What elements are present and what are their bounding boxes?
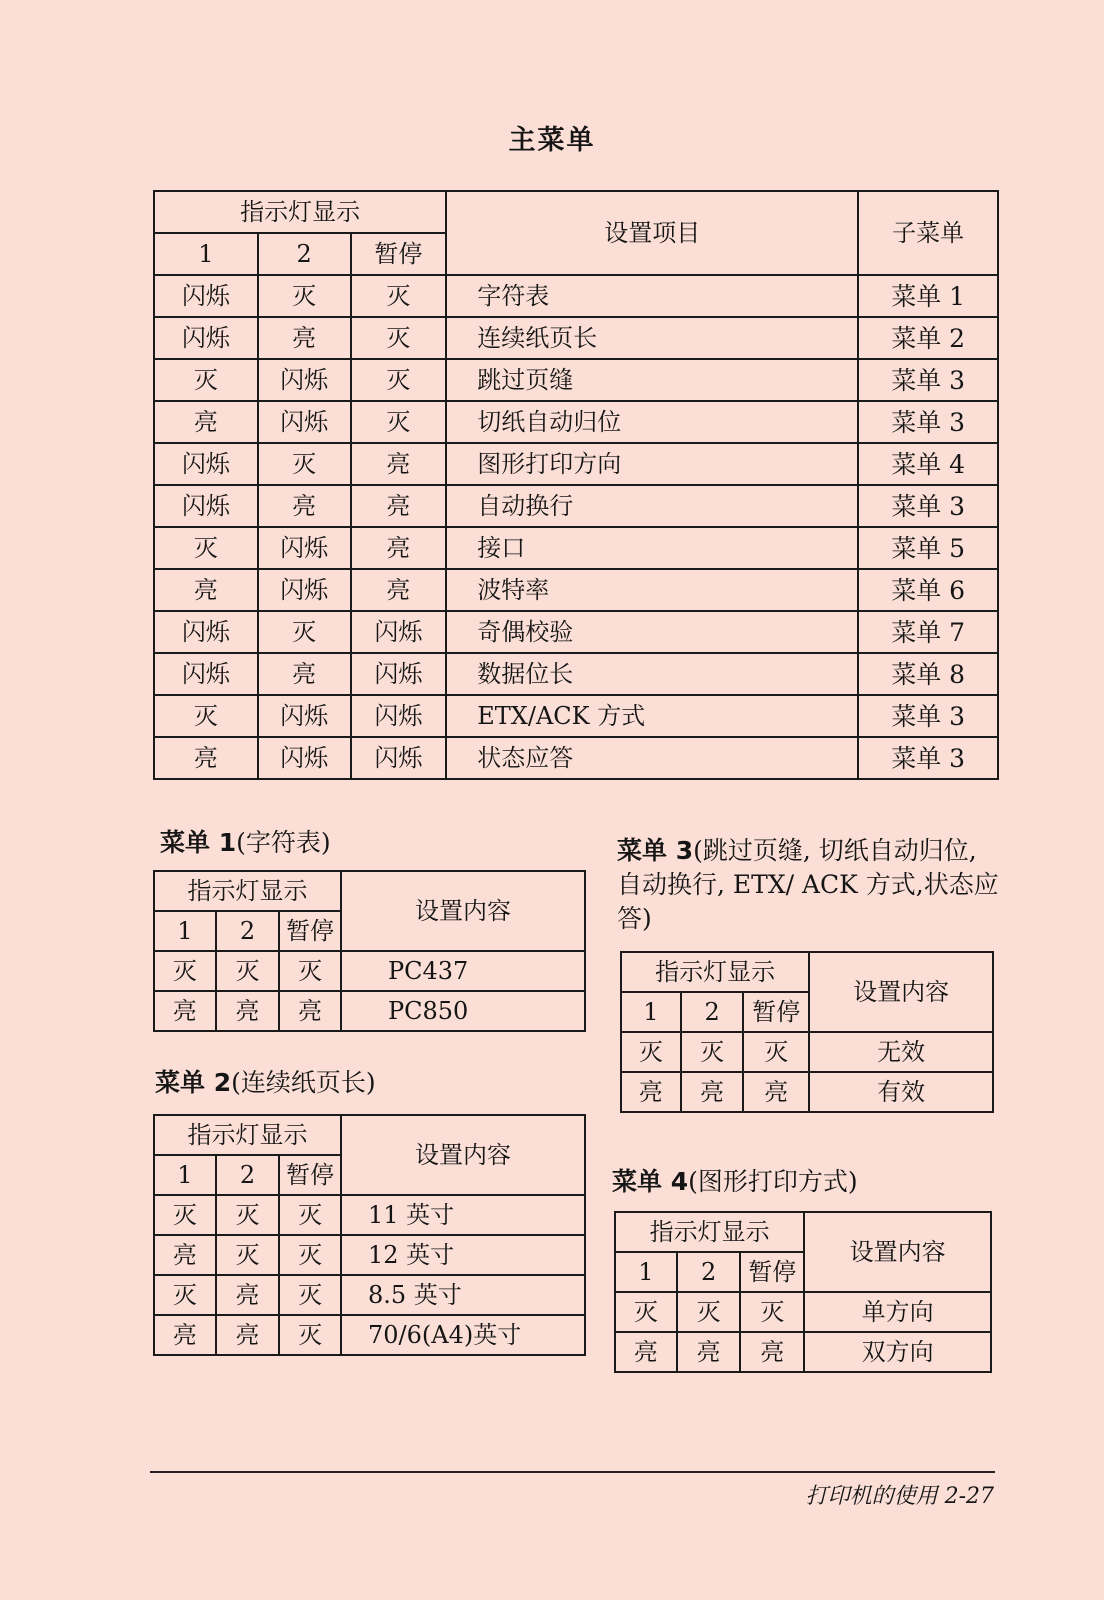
header-pause: 暂停 — [279, 911, 341, 951]
submenu-cell: 菜单 1 — [858, 275, 998, 317]
header-light-2: 2 — [681, 992, 744, 1032]
setting-item-cell: 状态应答 — [446, 737, 858, 779]
submenu-cell: 菜单 4 — [858, 443, 998, 485]
footer-divider — [150, 1471, 995, 1473]
menu1-label: 菜单 1 — [160, 828, 237, 857]
table-row — [154, 737, 998, 779]
pause-cell: 闪烁 — [351, 653, 447, 695]
light-2-cell: 亮 — [681, 1072, 744, 1112]
light-1-cell: 亮 — [154, 1315, 216, 1355]
pause-cell: 灭 — [351, 317, 447, 359]
light-1-cell: 亮 — [154, 1235, 216, 1275]
submenu-cell: 菜单 3 — [858, 401, 998, 443]
light-1-cell: 灭 — [154, 951, 216, 991]
setting-item-cell: ETX/ACK 方式 — [446, 695, 858, 737]
menu2-caption — [155, 1066, 376, 1100]
header-submenu: 子菜单 — [858, 191, 998, 275]
setting-item-cell: 接口 — [446, 527, 858, 569]
light-2-cell: 灭 — [216, 951, 280, 991]
pause-cell: 灭 — [743, 1032, 809, 1072]
light-2-cell: 闪烁 — [258, 527, 351, 569]
header-pause: 暂停 — [743, 992, 809, 1032]
value-cell: 12 英寸 — [341, 1235, 585, 1275]
light-2-cell: 亮 — [258, 653, 351, 695]
header-content: 设置内容 — [804, 1212, 991, 1292]
light-2-cell: 闪烁 — [258, 695, 351, 737]
pause-cell: 灭 — [279, 1275, 341, 1315]
light-1-cell: 闪烁 — [154, 485, 258, 527]
setting-item-cell: 切纸自动归位 — [446, 401, 858, 443]
pause-cell: 灭 — [279, 1195, 341, 1235]
header-light-2: 2 — [258, 233, 351, 275]
menu1-caption — [160, 826, 331, 860]
light-2-cell: 亮 — [677, 1332, 741, 1372]
light-2-cell: 闪烁 — [258, 359, 351, 401]
light-1-cell: 亮 — [154, 569, 258, 611]
menu1-table — [153, 870, 586, 1032]
light-2-cell: 闪烁 — [258, 569, 351, 611]
table-row — [154, 1235, 585, 1275]
light-1-cell: 亮 — [621, 1072, 681, 1112]
light-2-cell: 灭 — [258, 443, 351, 485]
pause-cell: 灭 — [279, 951, 341, 991]
menu3-table — [620, 951, 994, 1113]
light-1-cell: 灭 — [154, 1275, 216, 1315]
pause-cell: 闪烁 — [351, 611, 447, 653]
header-indicator: 指示灯显示 — [154, 1115, 341, 1155]
submenu-cell: 菜单 2 — [858, 317, 998, 359]
value-cell: 8.5 英寸 — [341, 1275, 585, 1315]
table-row — [615, 1292, 991, 1332]
light-2-cell: 灭 — [681, 1032, 744, 1072]
submenu-cell: 菜单 6 — [858, 569, 998, 611]
header-light-1: 1 — [154, 233, 258, 275]
setting-item-cell: 波特率 — [446, 569, 858, 611]
light-2-cell: 灭 — [216, 1235, 280, 1275]
submenu-cell: 菜单 3 — [858, 359, 998, 401]
light-1-cell: 闪烁 — [154, 443, 258, 485]
pause-cell: 亮 — [743, 1072, 809, 1112]
light-2-cell: 亮 — [216, 1275, 280, 1315]
light-1-cell: 闪烁 — [154, 611, 258, 653]
light-2-cell: 亮 — [258, 317, 351, 359]
menu3-desc: (跳过页缝, 切纸自动归位, 自动换行, ETX/ ACK 方式,状态应答) — [617, 836, 999, 933]
header-indicator: 指示灯显示 — [621, 952, 809, 992]
pause-cell: 闪烁 — [351, 695, 447, 737]
light-2-cell: 亮 — [258, 485, 351, 527]
pause-cell: 亮 — [351, 443, 447, 485]
value-cell: 单方向 — [804, 1292, 991, 1332]
submenu-cell: 菜单 3 — [858, 485, 998, 527]
submenu-cell: 菜单 7 — [858, 611, 998, 653]
pause-cell: 灭 — [351, 275, 447, 317]
table-row — [154, 1195, 585, 1235]
header-light-2: 2 — [677, 1252, 741, 1292]
submenu-cell: 菜单 5 — [858, 527, 998, 569]
table-row — [154, 611, 998, 653]
value-cell: 双方向 — [804, 1332, 991, 1372]
light-1-cell: 灭 — [615, 1292, 677, 1332]
menu3-label: 菜单 3 — [617, 836, 694, 865]
pause-cell: 亮 — [279, 991, 341, 1031]
light-1-cell: 灭 — [154, 359, 258, 401]
value-cell: 11 英寸 — [341, 1195, 585, 1235]
submenu-cell: 菜单 3 — [858, 695, 998, 737]
pause-cell: 亮 — [351, 569, 447, 611]
pause-cell: 亮 — [351, 527, 447, 569]
header-indicator: 指示灯显示 — [154, 191, 446, 233]
light-2-cell: 亮 — [216, 991, 280, 1031]
pause-cell: 亮 — [740, 1332, 804, 1372]
light-1-cell: 亮 — [154, 991, 216, 1031]
pause-cell: 灭 — [740, 1292, 804, 1332]
setting-item-cell: 字符表 — [446, 275, 858, 317]
main-menu-table — [153, 190, 999, 780]
light-1-cell: 闪烁 — [154, 275, 258, 317]
menu3-caption — [617, 834, 1007, 935]
header-light-1: 1 — [621, 992, 681, 1032]
value-cell: 无效 — [809, 1032, 993, 1072]
menu2-label: 菜单 2 — [155, 1068, 232, 1097]
header-light-1: 1 — [615, 1252, 677, 1292]
value-cell: PC437 — [341, 951, 585, 991]
header-content: 设置内容 — [341, 1115, 585, 1195]
table-row — [621, 1032, 993, 1072]
pause-cell: 灭 — [351, 359, 447, 401]
header-light-2: 2 — [216, 1155, 280, 1195]
setting-item-cell: 图形打印方向 — [446, 443, 858, 485]
light-1-cell: 灭 — [621, 1032, 681, 1072]
menu4-table — [614, 1211, 992, 1373]
table-row — [154, 569, 998, 611]
value-cell: 有效 — [809, 1072, 993, 1112]
page-title: 主菜单 — [508, 125, 596, 156]
pause-cell: 灭 — [279, 1235, 341, 1275]
light-1-cell: 闪烁 — [154, 653, 258, 695]
table-row — [154, 695, 998, 737]
table-row — [154, 317, 998, 359]
table-row — [154, 991, 585, 1031]
light-1-cell: 亮 — [615, 1332, 677, 1372]
header-light-1: 1 — [154, 1155, 216, 1195]
table-row — [154, 951, 585, 991]
table-row — [154, 485, 998, 527]
light-2-cell: 灭 — [216, 1195, 280, 1235]
header-pause: 暂停 — [351, 233, 447, 275]
setting-item-cell: 数据位长 — [446, 653, 858, 695]
light-2-cell: 灭 — [258, 275, 351, 317]
menu2-desc: (连续纸页长) — [231, 1068, 376, 1097]
header-pause: 暂停 — [740, 1252, 804, 1292]
light-1-cell: 亮 — [154, 737, 258, 779]
pause-cell: 灭 — [279, 1315, 341, 1355]
table-row — [154, 401, 998, 443]
page-footer: 打印机的使用 2-27 — [805, 1484, 994, 1509]
table-row — [615, 1332, 991, 1372]
setting-item-cell: 跳过页缝 — [446, 359, 858, 401]
menu1-desc: (字符表) — [236, 828, 331, 857]
light-2-cell: 闪烁 — [258, 737, 351, 779]
light-1-cell: 灭 — [154, 695, 258, 737]
menu4-desc: (图形打印方式) — [688, 1167, 858, 1196]
setting-item-cell: 自动换行 — [446, 485, 858, 527]
light-2-cell: 灭 — [258, 611, 351, 653]
menu4-label: 菜单 4 — [612, 1167, 689, 1196]
light-2-cell: 闪烁 — [258, 401, 351, 443]
header-setting-item: 设置项目 — [446, 191, 858, 275]
table-row — [154, 443, 998, 485]
light-1-cell: 灭 — [154, 1195, 216, 1235]
menu4-caption — [612, 1165, 858, 1199]
table-row — [154, 1275, 585, 1315]
pause-cell: 灭 — [351, 401, 447, 443]
header-light-1: 1 — [154, 911, 216, 951]
header-content: 设置内容 — [341, 871, 585, 951]
pause-cell: 亮 — [351, 485, 447, 527]
light-1-cell: 灭 — [154, 527, 258, 569]
header-indicator: 指示灯显示 — [154, 871, 341, 911]
submenu-cell: 菜单 3 — [858, 737, 998, 779]
light-1-cell: 闪烁 — [154, 317, 258, 359]
header-content: 设置内容 — [809, 952, 993, 1032]
table-row — [621, 1072, 993, 1112]
header-indicator: 指示灯显示 — [615, 1212, 804, 1252]
setting-item-cell: 奇偶校验 — [446, 611, 858, 653]
header-pause: 暂停 — [279, 1155, 341, 1195]
light-2-cell: 灭 — [677, 1292, 741, 1332]
menu2-table — [153, 1114, 586, 1356]
value-cell: PC850 — [341, 991, 585, 1031]
submenu-cell: 菜单 8 — [858, 653, 998, 695]
setting-item-cell: 连续纸页长 — [446, 317, 858, 359]
pause-cell: 闪烁 — [351, 737, 447, 779]
table-row — [154, 359, 998, 401]
value-cell: 70/6(A4)英寸 — [341, 1315, 585, 1355]
table-row — [154, 1315, 585, 1355]
table-row — [154, 653, 998, 695]
light-2-cell: 亮 — [216, 1315, 280, 1355]
table-row — [154, 275, 998, 317]
light-1-cell: 亮 — [154, 401, 258, 443]
table-row — [154, 527, 998, 569]
header-light-2: 2 — [216, 911, 280, 951]
